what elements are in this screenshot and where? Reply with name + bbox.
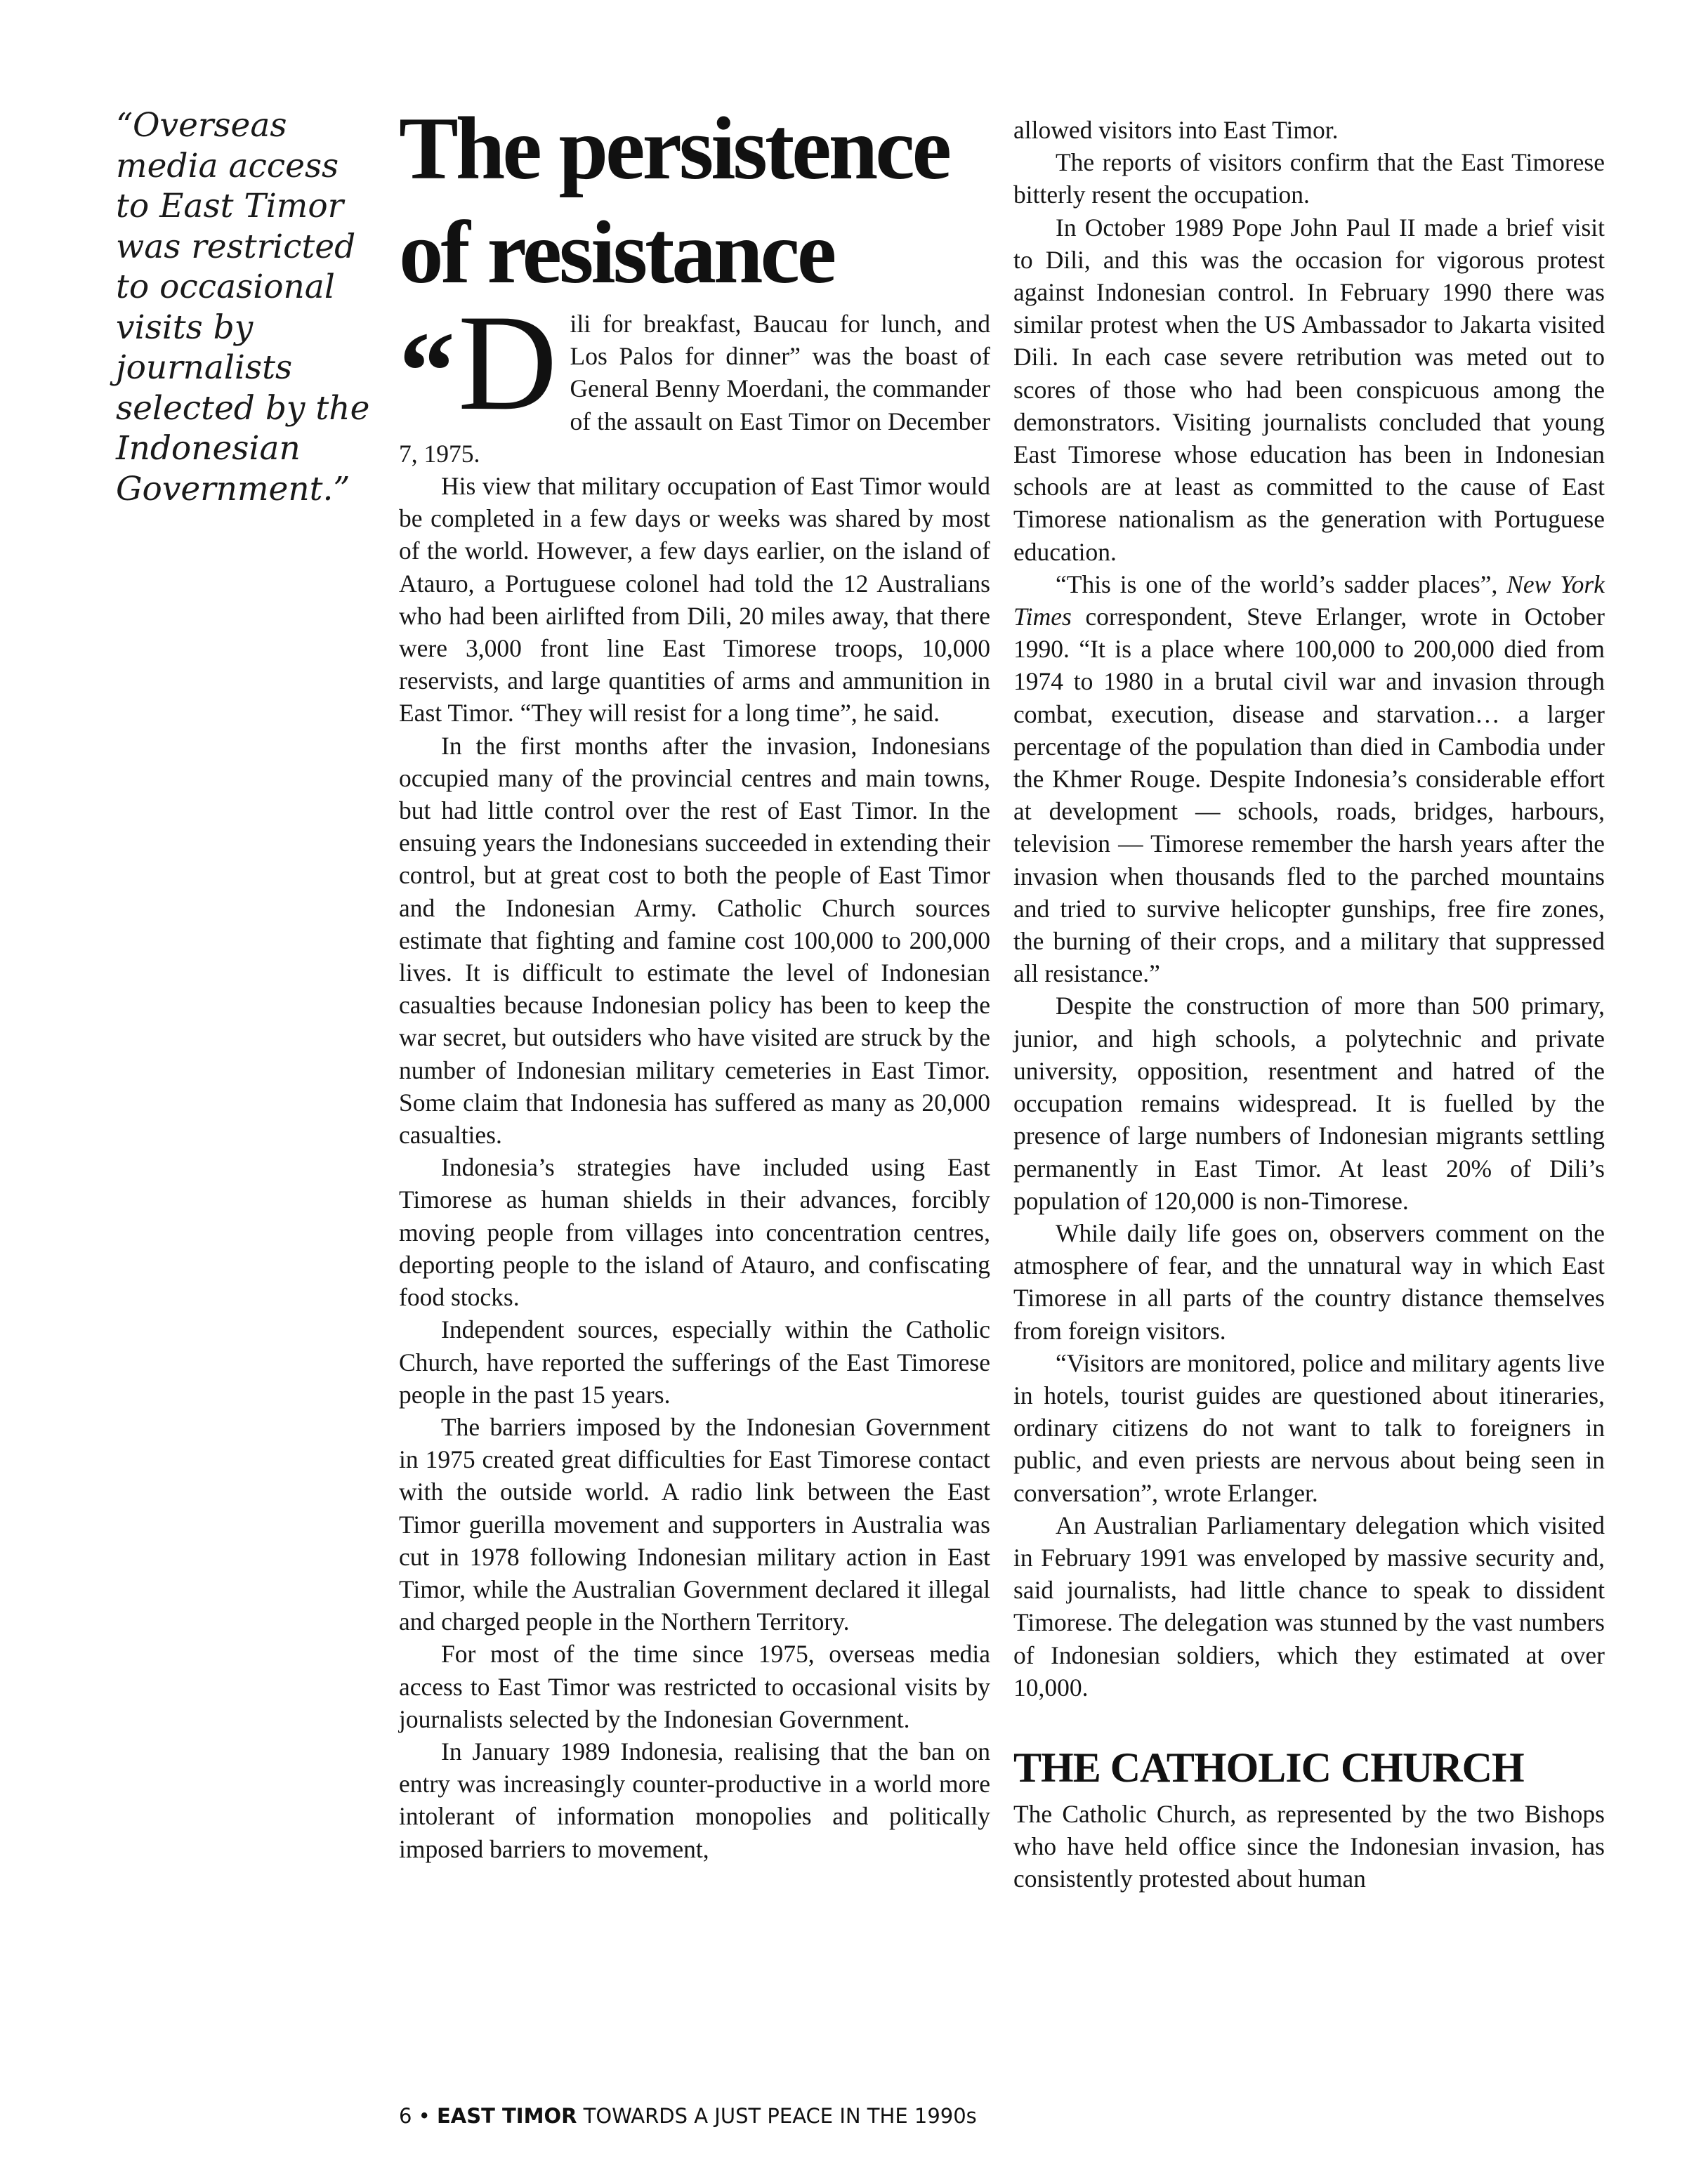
pull-quote-text: “Overseas media access to East Timor was restricted to occasional visits by journalists selected by the Indonesian Government.” bbox=[116, 106, 370, 508]
drop-cap bbox=[399, 287, 558, 439]
lead-paragraph bbox=[399, 287, 990, 470]
article-column-right bbox=[1013, 114, 1605, 1895]
nyt-quote-intro: “This is one of the world’s sadder places”, bbox=[1056, 570, 1507, 598]
section-heading: THE CATHOLIC CHURCH bbox=[1013, 1744, 1524, 1791]
body-paragraph: The reports of visitors confirm that the East Timorese bitterly resent the occupation. bbox=[1013, 148, 1605, 209]
publication-subtitle: TOWARDS A JUST PEACE IN THE 1990s bbox=[583, 2104, 977, 2128]
drop-cap-letter: D bbox=[458, 287, 558, 439]
drop-cap-quote: “ bbox=[399, 308, 449, 433]
body-paragraph: In the first months after the invasion, Indonesians occupied many of the provincial centres and main towns, but had little control over the rest of East Timor. In the ensuing years the Indonesians succeeded in extending their control, but at great cost to both the people of East Timor and the Indonesian Army. Catholic Church sources estimate that fighting and famine cost 100,000 to 200,000 lives. It is difficult to estimate the level of Indonesian casualties because Indonesian policy has been to keep the war secret, but outsiders who have visited are struck by the number of Indonesian military cemeteries in East Timor. Some claim that Indonesia has suffered as many as 20,000 casualties. bbox=[399, 731, 990, 1150]
article-title: The persistence of resistance bbox=[399, 100, 949, 302]
body-paragraph: In January 1989 Indonesia, realising that the ban on entry was increasingly counter-productive in a world more intolerant of information monopolies and politically imposed barriers to movement, bbox=[399, 1737, 990, 1863]
body-paragraph: While daily life goes on, observers comment on the atmosphere of fear, and the unnatural way in which East Timorese in all parts of the country distance themselves from foreign visitors. bbox=[1013, 1218, 1605, 1345]
body-paragraph: For most of the time since 1975, overseas media access to East Timor was restricted to occasional visits by journalists selected by the Indonesian Government. bbox=[399, 1640, 990, 1733]
body-paragraph: An Australian Parliamentary delegation which visited in February 1991 was enveloped by massive security and, said journalists, had little chance to speak to dissident Timorese. The delegation was stunned by the vast numbers of Indonesian soldiers, which they estimated at over 10,000. bbox=[1013, 1511, 1605, 1702]
body-paragraph: Indonesia’s strategies have included using East Timorese as human shields in their advances, forcibly moving people from villages into concentration centres, deporting people to the island of Atauro, and confiscating food stocks. bbox=[399, 1153, 990, 1312]
pull-quote bbox=[116, 105, 376, 509]
page-footer bbox=[399, 2103, 977, 2129]
body-paragraph: “Visitors are monitored, police and military agents live in hotels, tourist guides are questioned about itineraries, ordinary citizens do not want to talk to foreigners in public, and even priests are nervous about being seen in conversation”, wrote Erlanger. bbox=[1013, 1348, 1605, 1507]
body-paragraph: Despite the construction of more than 500 primary, junior, and high schools, a polytechnic and private university, opposition, resentment and hatred of the occupation remains widespread. It is fuelled by the presence of large numbers of Indonesian migrants settling permanently in East Timor. At least 20% of Dili’s population of 120,000 is non-Timorese. bbox=[1013, 992, 1605, 1215]
continued-paragraph: allowed visitors into East Timor. bbox=[1013, 116, 1339, 144]
footer-bullet: • bbox=[418, 2104, 431, 2128]
publication-title: EAST TIMOR bbox=[437, 2104, 577, 2128]
body-paragraph: His view that military occupation of East Timor would be completed in a few days or weeks was shared by most of the world. However, a few days earlier, on the island of Atauro, a Portuguese colonel had told the 12 Australians who had been airlifted from Dili, 20 miles away, that there were 3,000 front line East Timorese troops, 10,000 reservists, and large quantities of arms and ammunition in East Timor. “They will resist for a long time”, he said. bbox=[399, 472, 990, 728]
publication-name: New York Times bbox=[1013, 570, 1605, 631]
nyt-quote-body: correspondent, Steve Erlanger, wrote in October 1990. “It is a place where 100,000 to 200,000 died from 1974 to 1980 in a brutal civil war and invasion through combat, execution, disease and starvation… a larger percentage of the population than died in Cambodia under the Khmer Rouge. Despite Indonesia’s considerable effort at development — schools, roads, bridges, harbours, television — Timorese remember the harsh years after the invasion when thousands fled to the parched mountains and tried to survive helicopter gunships, free fire zones, the burning of their crops, and a military that suppressed all resistance.” bbox=[1013, 603, 1605, 988]
section-paragraph: The Catholic Church, as represented by the two Bishops who have held office since the Indonesian invasion, has consistently protested about human bbox=[1013, 1799, 1605, 1893]
body-paragraph: In October 1989 Pope John Paul II made a brief visit to Dili, and this was the occasion for vigorous protest against Indonesian control. In February 1990 there was similar protest when the US Ambassador to Jakarta visited Dili. In each case severe retribution was meted out to scores of those who had been conspicuous among the demonstrators. Visiting journalists concluded that young East Timorese whose education has been in Indonesian schools are at least as committed to the cause of East Timorese nationalism as the generation with Portuguese education. bbox=[1013, 213, 1605, 566]
body-paragraph: The barriers imposed by the Indonesian Government in 1975 created great difficulties for East Timorese contact with the outside world. A radio link between the East Timor guerilla movement and supporters in Australia was cut in 1978 following Indonesian military action in East Timor, while the Australian Government declared it illegal and charged people in the Northern Territory. bbox=[399, 1412, 990, 1636]
nyt-quote-paragraph bbox=[1013, 568, 1605, 990]
lead-paragraph-text: ili for breakfast, Baucau for lunch, and Los Palos for dinner” was the boast of General Benny Moerdani, the commander of the assault on East Timor on December 7, 1975. bbox=[399, 310, 990, 468]
article-column-left bbox=[399, 287, 990, 1865]
page-number: 6 bbox=[399, 2104, 412, 2128]
body-paragraph: Independent sources, especially within the Catholic Church, have reported the sufferings of the East Timorese people in the past 15 years. bbox=[399, 1315, 990, 1409]
